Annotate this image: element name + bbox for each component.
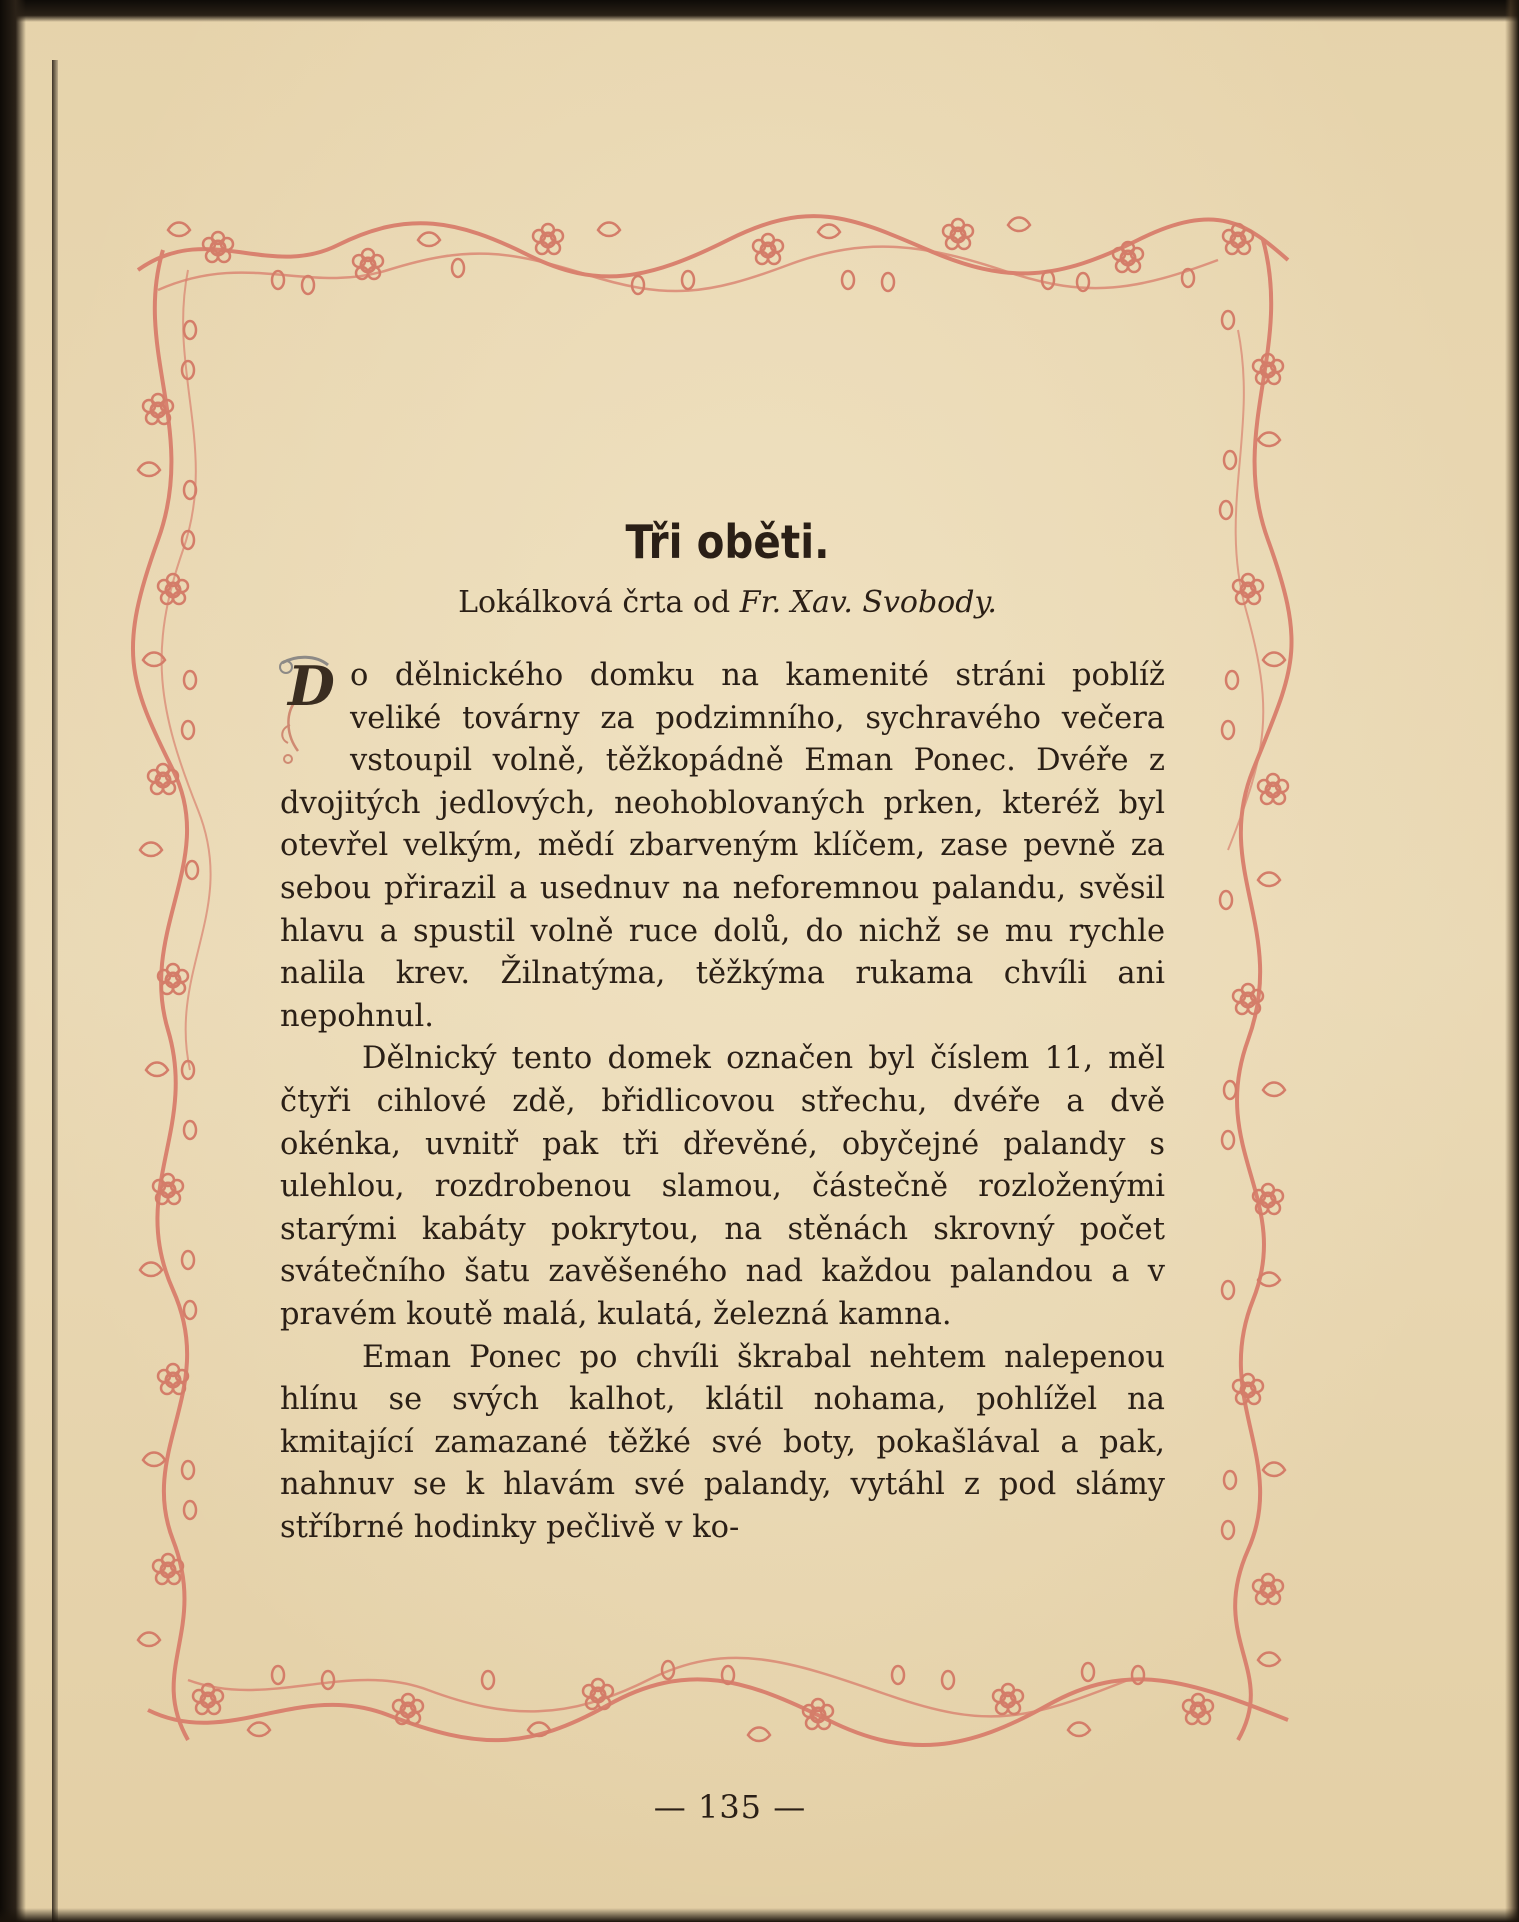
scan-edge-right (1505, 0, 1519, 1922)
paragraph: Eman Ponec po chvíli škrabal nehtem nalepenou hlínu se svých kalhot, klátil nohama, pohlížel na kmitající zamazané těžké své boty, pokašlával a pak, nahnuv se k hlavám své palandy, vytáhl z pod slámy stříbrné hodinky pečlivě v ko- (280, 1339, 1165, 1545)
paragraph-text: o dělnického domku na kamenité stráni poblíž veliké továrny za podzimního, sychravého večera vstoupil volně, těžkopádně Eman Ponec. Dvéře z dvojitých jedlových, neohoblovaných prken, kteréž byl otevřel velkým, mědí zbarveným klíčem, zase pevně za sebou přirazil a usednuv na neforemnou palandu, svěsil hlavu a spustil volně ruce dolů, do nichž se mu rychle nalila krev. Žilnatýma, těžkýma rukama chvíli ani nepohnul. (280, 658, 1165, 1034)
scan-edge-bottom (0, 1908, 1519, 1922)
paragraph: Dělnický tento domek označen byl číslem 11, měl čtyři cihlové zdě, břidlicovou střechu, dvéře a dvě okénka, uvnitř pak tři dřevěné, obyčejné palandy s ulehlou, rozdrobenou slamou, částečně rozloženými starými kabáty pokrytou, na stěnách skrovný počet svátečního šatu zavěšeného nad každou palandou a v pravém koutě malá, kulatá, železná kamna. (280, 1041, 1165, 1332)
article-body (280, 655, 1165, 1549)
dropcap-letter: D (288, 655, 335, 718)
scan-edge-top (0, 0, 1519, 22)
subtitle-prefix: Lokálková črta od (458, 585, 740, 620)
book-gutter (52, 60, 58, 1922)
page-number: — 135 — (653, 1788, 807, 1826)
article-title: Tři oběti. (625, 515, 830, 569)
subtitle-author: Fr. Xav. Svobody. (739, 585, 997, 620)
article-subtitle (280, 585, 1175, 620)
paragraph (280, 655, 1165, 1038)
ornamental-initial-icon (276, 655, 346, 773)
scan-edge-left (0, 0, 26, 1922)
